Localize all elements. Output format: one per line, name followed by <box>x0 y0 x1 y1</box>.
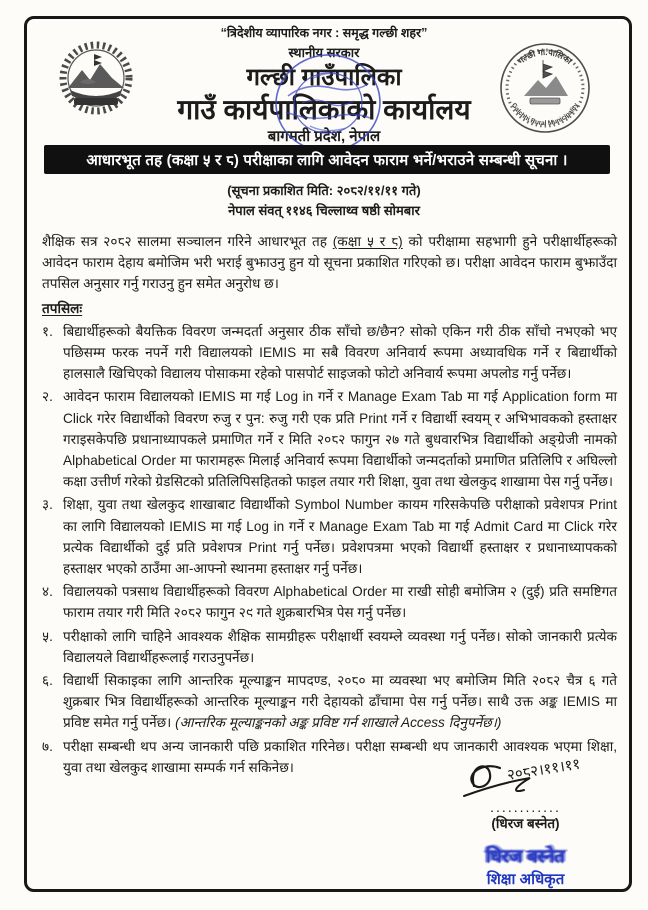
list-item <box>42 386 617 492</box>
list-item-number: २. <box>42 389 53 405</box>
list-item-italic-note: (आन्तरिक मूल्याङ्कनको अङ्क प्रविष्ट गर्न शाखाले Access दिनुपर्नेछ।) <box>175 715 502 731</box>
list-item-number: १. <box>42 323 53 339</box>
list-item <box>42 626 617 668</box>
signature-block <box>418 752 633 889</box>
list-item-number: ३. <box>42 497 53 513</box>
official-round-stamp-icon <box>258 48 398 158</box>
signatory-name: (धिरज बस्नेत) <box>491 816 560 831</box>
list-item-text: विद्यार्थी सिकाइका लागि आन्तरिक मूल्याङ्कन मापदण्ड, २०८० मा व्यवस्था भए बमोजिम मिति २०८२ चैत्र ६ गते शुक्रबार भित्र विद्यार्थीहरूको आन्तरिक मूल्याङ्कन गरी देहायको ढाँचामा पेस गर्नु पर्नेछ। साथै उक्त अङ्क IEMIS मा प्रविष्ट समेत गर्नु पर्नेछ। <box>63 673 617 731</box>
signatory-designation: शिक्षा अधिकृत <box>486 871 565 888</box>
seal-top-text: गल्छी गा.पालिका <box>515 46 574 66</box>
office-name: गाउँ कार्यपालिकाको कार्यालय <box>177 94 471 125</box>
list-item-number: ४. <box>42 584 53 600</box>
municipality-name: गल्छी गाउँपालिका <box>246 64 402 91</box>
list-item <box>42 670 617 734</box>
tapasil-heading: तपसिलः <box>42 300 83 316</box>
galchhi-municipality-seal-icon <box>496 38 594 138</box>
list-item-text: परीक्षा सम्बन्धी थप अन्य जानकारी पछि प्रकाशित गरिनेछ। परीक्षा सम्बन्धी थप जानकारी आवश्यक भएमा शिक्षा, युवा तथा खेलकुद शाखामा सम्पर्क गर्न सकिनेछ। <box>63 738 617 775</box>
list-item-text: बिद्यार्थीहरूको बैयक्तिक विवरण जन्मदर्ता अनुसार ठीक साँचो छ/छैन? सोको एकिन गरी ठीक साँचो नभएको भए पछिसम्म फरक नपर्ने गरी विद्यालयको IEMIS मा सबै विवरण अनिवार्य रूपमा अध्यावधिक गर्ने र बिद्यार्थीको हालसालै खिचिएको विद्यालय पोसाकमा रहेको पासपोर्ट साइजको फोटो अनिवार्य रूपमा अपलोड गर्नु पर्नेछ। <box>63 323 617 382</box>
list-item <box>42 494 617 579</box>
nepal-sambat-date-line: नेपाल संवत् ११४६ चिल्लाथ्व षष्ठी सोमबार <box>228 203 420 218</box>
svg-text:Galchhi Rural Municipality <box>510 102 580 127</box>
notice-body <box>42 231 617 780</box>
list-item-text: परीक्षाको लागि चाहिने आवश्यक शैक्षिक सामग्रीहरू परीक्षार्थी स्वयम्ले व्यवस्था गर्नु पर्नेछ। सोको जानकारी प्रत्येक विद्यालयले विद्यार्थीहरूलाई गराउनुपर्नेछ। <box>63 628 617 665</box>
intro-part1: शैक्षिक सत्र २०८२ सालमा सञ्चालन गरिने आधारभूत तह <box>42 234 333 249</box>
list-item-text: विद्यालयको पत्रसाथ विद्यार्थीहरूको विवरण Alphabetical Order मा राखी सोही बमोजिम २ (दुई) प्रति समष्टिगत फाराम तयार गरी मिति २०८२ फागुन २९ गते शुक्रबारभित्र पेस गर्नु पर्नेछ। <box>63 584 617 621</box>
list-item-number: ६. <box>42 673 53 689</box>
signatory-name-stamp: धिरज बस्नेत <box>486 846 565 866</box>
header-motto: “त्रिदेशीय व्यापारिक नगर : समृद्ध गल्छी शहर” <box>220 26 428 40</box>
list-item <box>42 321 617 385</box>
list-item <box>42 581 617 623</box>
list-item-number: ५. <box>42 628 53 644</box>
list-item-number: ७. <box>42 738 53 754</box>
published-date-line: (सूचना प्रकाशित मिति: २०८२/११/११ गते) <box>227 183 421 198</box>
notice-title-banner: आधारभूत तह (कक्षा ५ र ८) परीक्षाका लागि आवेदन फाराम भर्ने/भराउने सम्बन्धी सूचना । <box>44 145 610 174</box>
list-item-text: शिक्षा, युवा तथा खेलकुद शाखाबाट विद्यार्थीको Symbol Number कायम गरिसकेपछि परीक्षाको प्रवेशपत्र Print का लागि विद्यालयको IEMIS मा गई Log in गर्ने र Manage Exam Tab मा गई Admit Card मा Click गरेर प्रत्येक विद्यार्थीको दुई प्रति प्रवेशपत्र Print गर्नु पर्नेछ। प्रवेशपत्रमा भएको विद्यार्थी हस्ताक्षर र प्रधानाध्यापकको हस्ताक्षर भएको ठाउँमा आ-आफ्नो स्थानमा हस्ताक्षर गर्नु पर्नेछ। <box>63 497 617 577</box>
intro-paragraph <box>42 231 617 295</box>
seal-bottom-text: Galchhi Rural Municipality <box>510 102 580 128</box>
handwritten-date: २०८२।११।११ <box>505 755 581 784</box>
address-line: बागमती प्रदेश, नेपाल <box>267 128 381 145</box>
intro-underlined-classes: (कक्षा ५ र ८) <box>332 234 403 249</box>
signature-dotted-line: ............ <box>490 799 561 815</box>
intro-part2: को परीक्षामा सहभागी हुने परीक्षार्थीहरूको आवेदन फाराम देहाय बमोजिम भरी भराई बुझाउनु हुन यो सूचना प्रकाशित गरिएको छ। परीक्षा आवेदन फाराम बुझाउँदा तपसिल अनुसार गर्नु गराउनु हुन समेत अनुरोध छ। <box>42 234 617 292</box>
header-government-line: स्थानीय सरकार <box>288 45 360 60</box>
nepal-coat-of-arms-icon <box>50 36 142 130</box>
list-item-text: आवेदन फाराम विद्यालयको IEMIS मा गई Log in गर्ने र Manage Exam Tab मा गई Application form मा Click गरेर विद्यार्थीको विवरण रुजु र पुन: रुजु गरी एक प्रति Print गर्ने र विद्यार्थी स्वयम् र अभिभावकको हस्ताक्षर गराइसकेपछि प्रधानाध्यापकले प्रमाणित गर्ने र मिति २०८२ फागुन २७ गते बुधवारभित्र विद्यार्थीको अङ्ग्रेजी नामको Alphabetical Order मा फारामहरू मिलाई अनिवार्य रूपमा विद्यार्थीको जन्मदर्ताको प्रमाणित प्रतिलिपि र अघिल्लो कक्षा उत्तीर्ण गरेको ग्रेडसिटको प्रतिलिपिसहितको फाइल तयार गरी शिक्षा, युवा तथा खेलकुद शाखामा पेस गर्नु पर्नेछ। <box>63 389 617 490</box>
